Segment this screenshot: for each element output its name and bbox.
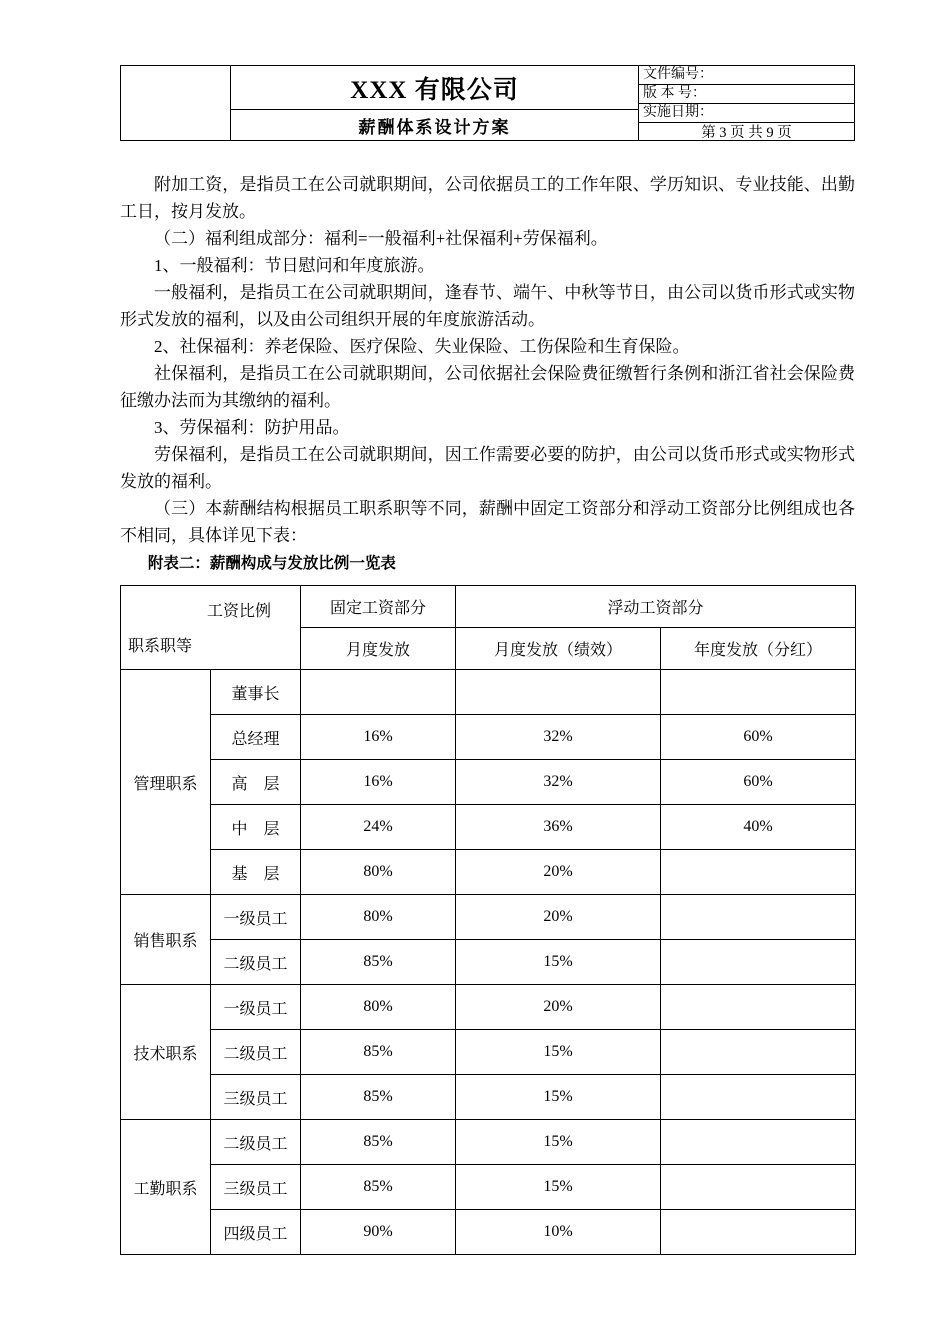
table-caption: 附表二：薪酬构成与发放比例一览表 [147, 555, 396, 572]
job-grade-cell: 二级员工 [211, 1030, 301, 1075]
salary-table-head [121, 586, 856, 670]
salary-table-body [121, 670, 856, 1255]
fixed-monthly-cell: 85% [301, 1075, 456, 1120]
performance-monthly-cell: 10% [456, 1210, 661, 1255]
performance-monthly-cell: 15% [456, 1030, 661, 1075]
table-row [121, 805, 856, 850]
annual-bonus-cell [661, 1120, 856, 1165]
subheader-monthly: 月度发放 [301, 628, 456, 670]
job-grade-cell: 董事长 [211, 670, 301, 715]
body-paragraph: 1、一般福利：节日慰问和年度旅游。 [154, 256, 435, 275]
performance-monthly-cell: 20% [456, 895, 661, 940]
performance-monthly-cell: 15% [456, 1165, 661, 1210]
subheader-annual-bonus: 年度发放（分红） [661, 628, 856, 670]
annual-bonus-cell [661, 850, 856, 895]
fixed-monthly-cell: 80% [301, 850, 456, 895]
header-meta-cell [639, 66, 854, 140]
fixed-monthly-cell [301, 670, 456, 715]
fixed-monthly-cell: 85% [301, 1165, 456, 1210]
job-grade-cell: 一级员工 [211, 985, 301, 1030]
table-header-row-1 [121, 586, 856, 628]
performance-monthly-cell: 32% [456, 715, 661, 760]
table-row [121, 670, 856, 715]
fixed-monthly-cell: 85% [301, 940, 456, 985]
performance-monthly-cell: 32% [456, 760, 661, 805]
fixed-monthly-cell: 90% [301, 1210, 456, 1255]
subheader-monthly-performance: 月度发放（绩效） [456, 628, 661, 670]
job-grade-cell: 二级员工 [211, 940, 301, 985]
page-number: 第 3 页 共 9 页 [701, 125, 792, 141]
body-paragraph: 附加工资，是指员工在公司就职期间，公司依据员工的工作年限、学历知识、专业技能、出勤工日，按月发放。 [120, 175, 855, 221]
body-paragraph: 3、劳保福利：防护用品。 [154, 418, 350, 437]
annual-bonus-cell [661, 670, 856, 715]
annual-bonus-cell: 40% [661, 805, 856, 850]
table-row [121, 1210, 856, 1255]
annual-bonus-cell: 60% [661, 760, 856, 805]
fixed-monthly-cell: 16% [301, 715, 456, 760]
table-row [121, 715, 856, 760]
job-grade-cell: 三级员工 [211, 1075, 301, 1120]
table-row [121, 940, 856, 985]
job-grade-cell: 总经理 [211, 715, 301, 760]
job-grade-cell: 高 层 [211, 760, 301, 805]
table-row [121, 850, 856, 895]
performance-monthly-cell: 15% [456, 1120, 661, 1165]
fixed-monthly-cell: 85% [301, 1030, 456, 1075]
annual-bonus-cell [661, 895, 856, 940]
annual-bonus-cell [661, 985, 856, 1030]
annual-bonus-cell [661, 940, 856, 985]
company-name: XXX 有限公司 [231, 66, 638, 110]
table-row [121, 1030, 856, 1075]
corner-label-wage-ratio: 工资比例 [207, 603, 272, 620]
fixed-monthly-cell: 80% [301, 895, 456, 940]
body-paragraph: 社保福利，是指员工在公司就职期间，公司依据社会保险费征缴暂行条例和浙江省社会保险费征缴办法而为其缴纳的福利。 [120, 364, 855, 410]
body-paragraph: 一般福利，是指员工在公司就职期间，逢春节、端午、中秋等节日，由公司以货币形式或实物形式发放的福利，以及由公司组织开展的年度旅游活动。 [120, 283, 855, 329]
version-label: 版 本 号： [639, 85, 854, 104]
performance-monthly-cell [456, 670, 661, 715]
fixed-monthly-cell: 85% [301, 1120, 456, 1165]
document-title: 薪酬体系设计方案 [358, 117, 511, 137]
performance-monthly-cell: 15% [456, 940, 661, 985]
performance-monthly-cell: 20% [456, 850, 661, 895]
body-paragraph: （三）本薪酬结构根据员工职系职等不同，薪酬中固定工资部分和浮动工资部分比例组成也各不相同，具体详见下表： [120, 499, 855, 545]
header-logo-cell [121, 66, 231, 140]
document-header [120, 65, 855, 141]
table-row [121, 760, 856, 805]
performance-monthly-cell: 20% [456, 985, 661, 1030]
corner-label-job-grade: 职系职等 [128, 638, 193, 655]
fixed-monthly-cell: 24% [301, 805, 456, 850]
job-family-cell: 销售职系 [121, 895, 211, 985]
file-number-label: 文件编号： [639, 66, 854, 85]
annual-bonus-cell [661, 1165, 856, 1210]
performance-monthly-cell: 36% [456, 805, 661, 850]
implementation-date-label: 实施日期： [639, 104, 854, 123]
fixed-monthly-cell: 80% [301, 985, 456, 1030]
table-row [121, 1075, 856, 1120]
table-row [121, 895, 856, 940]
job-grade-cell: 一级员工 [211, 895, 301, 940]
header-center-cell [231, 66, 639, 140]
performance-monthly-cell: 15% [456, 1075, 661, 1120]
annual-bonus-cell [661, 1210, 856, 1255]
body-paragraph: 劳保福利，是指员工在公司就职期间，因工作需要必要的防护，由公司以货币形式或实物形式发放的福利。 [120, 445, 855, 491]
document-body [120, 171, 855, 549]
annual-bonus-cell [661, 1075, 856, 1120]
salary-table [120, 585, 856, 1255]
header-fixed-wage: 固定工资部分 [301, 586, 456, 628]
job-grade-cell: 四级员工 [211, 1210, 301, 1255]
corner-header-cell [121, 586, 301, 670]
job-grade-cell: 三级员工 [211, 1165, 301, 1210]
fixed-monthly-cell: 16% [301, 760, 456, 805]
job-family-cell: 管理职系 [121, 670, 211, 895]
job-grade-cell: 基 层 [211, 850, 301, 895]
table-row [121, 1165, 856, 1210]
job-family-cell: 工勤职系 [121, 1120, 211, 1255]
header-floating-wage: 浮动工资部分 [456, 586, 856, 628]
body-paragraph: （二）福利组成部分：福利=一般福利+社保福利+劳保福利。 [154, 229, 608, 248]
table-row [121, 985, 856, 1030]
body-paragraph: 2、社保福利：养老保险、医疗保险、失业保险、工伤保险和生育保险。 [154, 337, 690, 356]
annual-bonus-cell [661, 1030, 856, 1075]
job-grade-cell: 二级员工 [211, 1120, 301, 1165]
job-family-cell: 技术职系 [121, 985, 211, 1120]
annual-bonus-cell: 60% [661, 715, 856, 760]
job-grade-cell: 中 层 [211, 805, 301, 850]
table-row [121, 1120, 856, 1165]
